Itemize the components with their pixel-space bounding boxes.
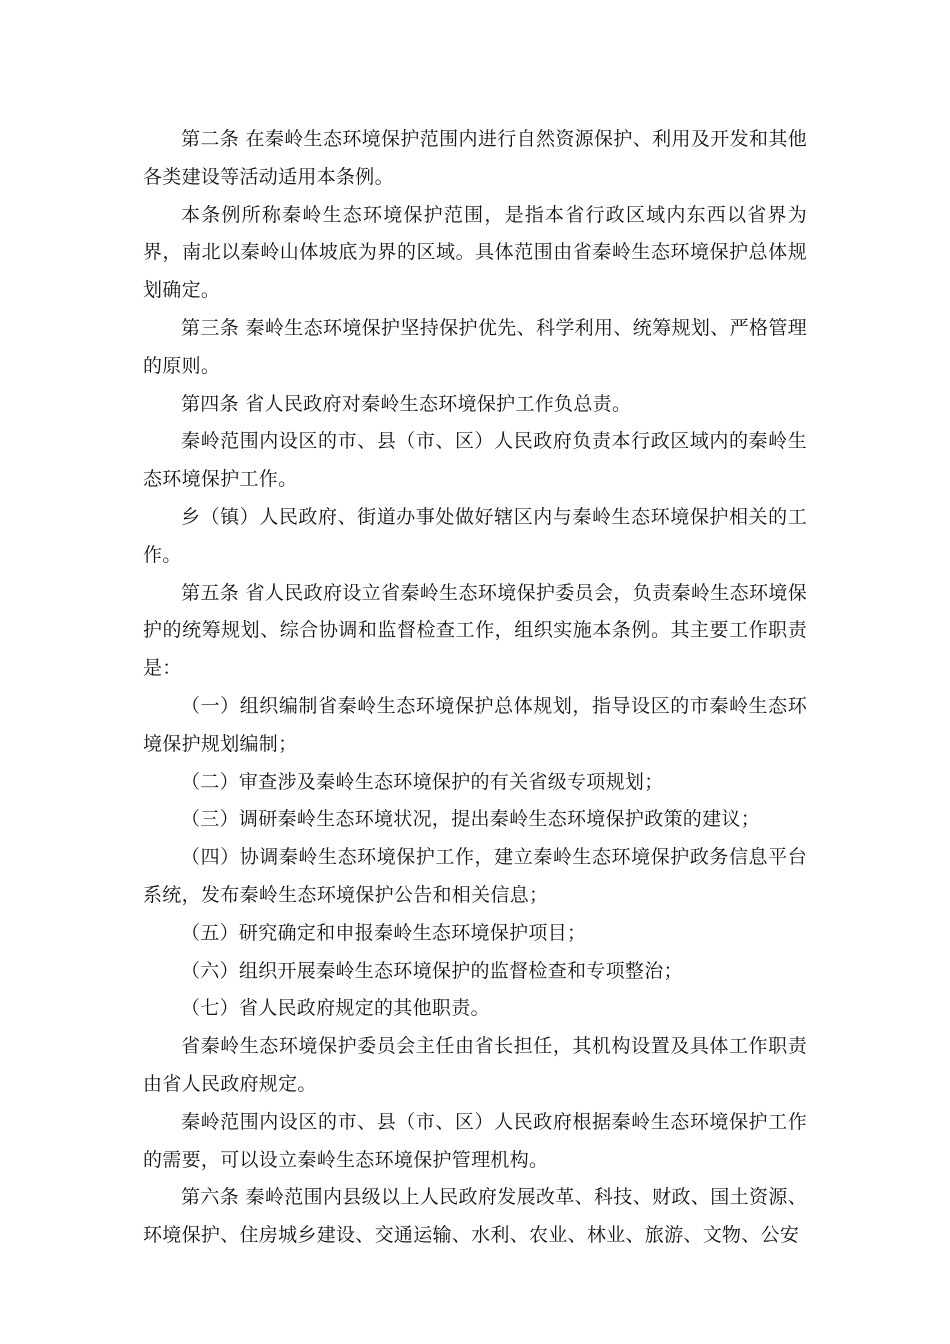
- paragraph-article-3: 第三条 秦岭生态环境保护坚持保护优先、科学利用、统筹规划、严格管理的原则。: [143, 316, 807, 377]
- list-item-duty-1: （一）组织编制省秦岭生态环境保护总体规划，指导设区的市秦岭生态环境保护规划编制；: [143, 694, 807, 755]
- paragraph-management-agency: 秦岭范围内设区的市、县（市、区）人民政府根据秦岭生态环境保护工作的需要，可以设立秦岭生态环境保护管理机构。: [143, 1110, 807, 1171]
- paragraph-article-6: 第六条 秦岭范围内县级以上人民政府发展改革、科技、财政、国土资源、环境保护、住房城乡建设、交通运输、水利、农业、林业、旅游、文物、公安: [143, 1186, 807, 1247]
- paragraph-township-responsibility: 乡（镇）人民政府、街道办事处做好辖区内与秦岭生态环境保护相关的工作。: [143, 505, 807, 566]
- list-item-duty-4: （四）协调秦岭生态环境保护工作，建立秦岭生态环境保护政务信息平台系统，发布秦岭生态环境保护公告和相关信息；: [143, 846, 807, 906]
- document-page: [143, 121, 807, 1255]
- list-item-duty-6: （六）组织开展秦岭生态环境保护的监督检查和专项整治；: [181, 959, 683, 982]
- paragraph-committee-director: 省秦岭生态环境保护委员会主任由省长担任，其机构设置及具体工作职责由省人民政府规定。: [143, 1035, 807, 1095]
- paragraph-article-5: 第五条 省人民政府设立省秦岭生态环境保护委员会，负责秦岭生态环境保护的统筹规划、综合协调和监督检查工作，组织实施本条例。其主要工作职责是：: [143, 581, 807, 680]
- paragraph-article-4: 第四条 省人民政府对秦岭生态环境保护工作负总责。: [181, 392, 632, 415]
- paragraph-city-county-responsibility: 秦岭范围内设区的市、县（市、区）人民政府负责本行政区域内的秦岭生态环境保护工作。: [143, 430, 807, 491]
- list-item-duty-2: （二）审查涉及秦岭生态环境保护的有关省级专项规划；: [181, 770, 664, 793]
- paragraph-scope-definition: 本条例所称秦岭生态环境保护范围，是指本省行政区域内东西以省界为界，南北以秦岭山体坡底为界的区域。具体范围由省秦岭生态环境保护总体规划确定。: [143, 203, 807, 302]
- list-item-duty-7: （七）省人民政府规定的其他职责。: [181, 997, 490, 1020]
- list-item-duty-3: （三）调研秦岭生态环境状况，提出秦岭生态环境保护政策的建议；: [181, 808, 761, 831]
- list-item-duty-5: （五）研究确定和申报秦岭生态环境保护项目；: [181, 921, 587, 944]
- paragraph-article-2: 第二条 在秦岭生态环境保护范围内进行自然资源保护、利用及开发和其他各类建设等活动适用本条例。: [143, 128, 807, 188]
